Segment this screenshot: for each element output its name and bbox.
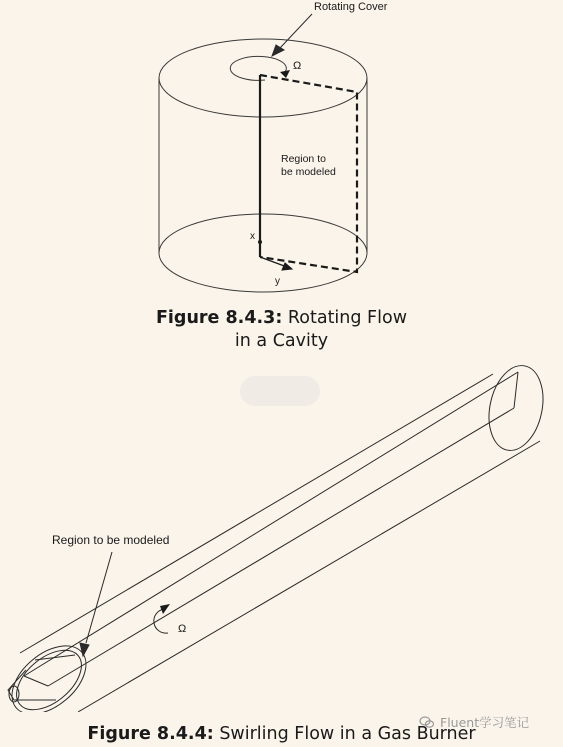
wechat-icon <box>419 714 435 730</box>
cylinder-top <box>159 39 367 117</box>
figure-caption-text-2: Swirling Flow in a Gas Burner <box>219 724 476 744</box>
rotating-cover-label: Rotating Cover <box>314 1 388 13</box>
tube-top-wall <box>20 374 493 653</box>
figure-caption-text-1a: Rotating Flow <box>287 308 408 328</box>
figure-number-2: Figure 8.4.4: <box>87 724 214 744</box>
x-axis-label: x <box>250 231 255 242</box>
watermark <box>419 713 529 731</box>
region-label-line1: Region to <box>281 153 326 165</box>
figure-rotating-cavity <box>0 0 563 300</box>
figure-caption-text-1b: in a Cavity <box>234 331 329 351</box>
region-label-cavity <box>281 153 336 179</box>
figure-number-1: Figure 8.4.3: <box>155 308 283 328</box>
cylinder-bottom <box>159 214 367 292</box>
y-axis-label: y <box>275 276 280 287</box>
region-label-burner: Region to be modeled <box>52 533 170 547</box>
omega-label-burner: Ω <box>178 623 187 635</box>
omega-arrow-top <box>230 56 286 80</box>
region-label-line2: be modeled <box>281 166 336 178</box>
figure-caption-rotating <box>0 307 563 353</box>
tube-bottom-wall <box>78 441 540 712</box>
tube-far-end <box>482 365 551 455</box>
omega-label-top: Ω <box>293 60 302 72</box>
watermark-text: Fluent学习笔记 <box>440 715 530 730</box>
